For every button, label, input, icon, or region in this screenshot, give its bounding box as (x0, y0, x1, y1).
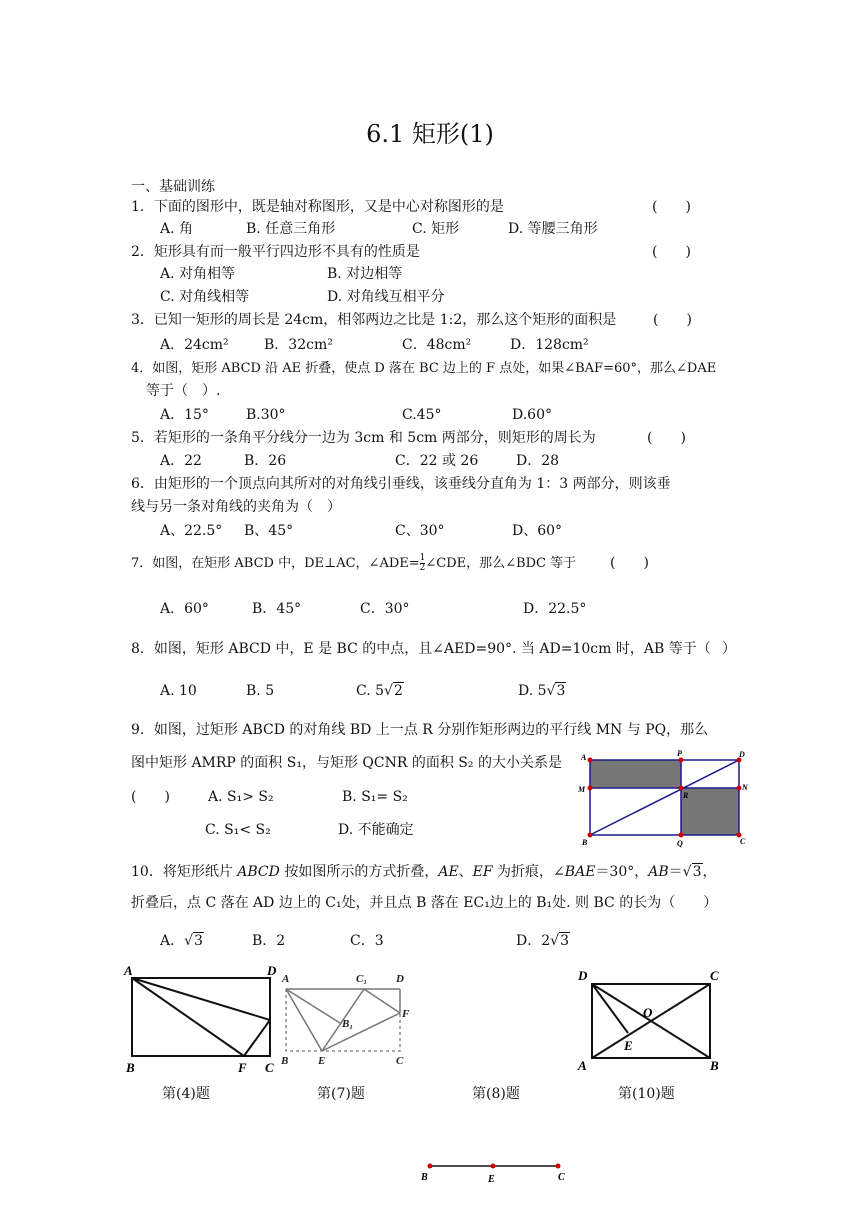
q4-option-c: C.45° (402, 407, 442, 423)
q1-option-b: B. 任意三角形 (246, 221, 336, 237)
q4-option-b: B.30° (246, 407, 286, 423)
q3-option-c: C．48cm² (402, 337, 472, 353)
fig10-figure (570, 966, 730, 1078)
q8-option-c-label: C. (356, 683, 371, 699)
q8-option-c-radical: √2 (384, 683, 403, 699)
q2-stem: 2．矩形具有而一般平行四边形不具有的性质是 (131, 244, 420, 260)
caption-q7: 第(7)题 (317, 1086, 365, 1102)
q4-option-d: D.60° (512, 407, 552, 423)
q8-option-d (518, 682, 566, 700)
q2-option-d: D. 对角线互相平分 (327, 289, 445, 305)
q9-option-b: B. S₁= S₂ (342, 789, 408, 805)
q1-option-d: D. 等腰三角形 (508, 221, 598, 237)
caption-q10: 第(10)题 (618, 1086, 675, 1102)
q7-option-d: D．22.5° (523, 601, 587, 617)
q8-option-d-radical: √3 (546, 683, 566, 699)
q8-option-c-radicand: 2 (393, 683, 403, 699)
q2-option-b: B. 对边相等 (327, 266, 403, 282)
q8-bracket-end: ） (722, 641, 736, 657)
q8-option-a: A. 10 (160, 683, 197, 699)
q4-option-a: A．15° (160, 407, 209, 423)
q9-option-d: D. 不能确定 (338, 822, 414, 838)
q2-option-c: C. 对角线相等 (160, 289, 250, 305)
fig7-line-c1f (364, 989, 400, 1013)
q8-option-d-coef: 5 (537, 683, 547, 699)
q7-stem-a: 7．如图，在矩形 ABCD 中，DE⊥AC，∠ADE= (131, 556, 420, 571)
q10-text-b: ABCD (237, 864, 280, 880)
q10-option-a-radical: √3 (184, 933, 203, 949)
q1-bracket: ( ) (652, 199, 691, 215)
q7-option-c: C．30° (360, 601, 410, 617)
fig4-label-c: C (265, 1060, 274, 1075)
fig10-line-de (592, 984, 628, 1033)
fig4-label-f: F (238, 1060, 247, 1075)
label-p: P (677, 749, 682, 758)
fig4-label-a: A (124, 963, 133, 978)
q6-stem: 6．由矩形的一个顶点向其所对的对角线引垂线，该垂线分直角为 1：3 两部分，则该垂 (131, 476, 671, 492)
fig7-label-c: C (396, 1055, 404, 1067)
q10-text-e: 、 (458, 864, 473, 880)
q10-line2: 折叠后，点 C 落在 AD 边上的 C₁处，并且点 B 落在 EC₁边上的 B₁处. 则 BC 的长为（ ） (131, 895, 718, 911)
label-q: Q (677, 839, 683, 848)
q7-option-a: A．60° (160, 601, 209, 617)
fig10-label-a: A (578, 1058, 587, 1073)
q6-option-a: A、22.5° (160, 523, 223, 539)
q7-option-b: B．45° (252, 601, 302, 617)
q6-stem-cont: 线与另一条对角线的夹角为（ ） (131, 499, 341, 515)
fig10-label-o: O (643, 1005, 653, 1020)
q8-option-d-label: D. (518, 683, 534, 699)
fig4-figure (122, 962, 282, 1078)
q7-frac-num: 1 (419, 553, 426, 563)
q8-option-b: B. 5 (246, 683, 275, 699)
q10-option-c: C．3 (350, 933, 384, 949)
fig7-label-a: A (282, 973, 290, 985)
q10-option-a (160, 932, 204, 950)
q9-line1: 9．如图，过矩形 ABCD 的对角线 BD 上一点 R 分别作矩形两边的平行线 MN 与 PQ，那么 (131, 722, 709, 738)
q6-option-b: B、45° (244, 523, 294, 539)
q5-bracket: ( ) (647, 430, 686, 446)
fig10-label-c: C (710, 968, 719, 983)
q2-option-a: A. 对角相等 (160, 266, 236, 282)
q8-option-c (356, 682, 404, 700)
fig7-label-e: E (318, 1055, 326, 1067)
fig8-fragment (418, 1156, 578, 1186)
fig4-line-ae (132, 978, 270, 1020)
fig7-line-ab1 (286, 989, 340, 1023)
q3-bracket: ( ) (653, 312, 692, 328)
fig7-figure (278, 965, 418, 1071)
q8-option-d-radicand: 3 (556, 683, 566, 699)
q5-option-c: C．22 或 26 (395, 453, 479, 469)
fig4-rect (132, 978, 270, 1056)
q10-text-c: 按如图所示的方式折叠， (279, 864, 439, 880)
q9-option-a: A. S₁> S₂ (208, 789, 274, 805)
q8-stem: 8．如图，矩形 ABCD 中，E 是 BC 的中点，且∠AED=90°. 当 AD=10cm 时，AB 等于（ (131, 641, 711, 657)
label-a: A (581, 753, 587, 762)
fig10-label-d: D (578, 968, 588, 983)
caption-q8: 第(8)题 (472, 1086, 520, 1102)
q10-line1 (131, 863, 717, 881)
q1-option-c: C. 矩形 (412, 221, 460, 237)
fig7-label-f: F (402, 1008, 410, 1020)
q6-option-c: C、30° (395, 523, 445, 539)
fig4-label-b: B (126, 1060, 135, 1075)
label-n: N (742, 783, 748, 792)
fig10-label-b: B (710, 1058, 719, 1073)
fig8-label-c: C (558, 1172, 565, 1183)
fig7-label-d: D (396, 973, 404, 985)
q5-option-b: B．26 (244, 453, 287, 469)
q7-stem (131, 554, 576, 573)
label-m: M (578, 785, 586, 794)
q10-option-d-label: D． (516, 933, 542, 949)
q10-radical: √3 (682, 864, 702, 880)
fig4-line-af (132, 978, 244, 1056)
fig8-label-b: B (421, 1172, 428, 1183)
fig10-label-e: E (624, 1038, 633, 1053)
label-r: R (683, 791, 689, 800)
q10-option-d-radical: √3 (550, 933, 569, 949)
fig8-label-e: E (488, 1174, 495, 1185)
q8-option-c-coef: 5 (375, 683, 385, 699)
q5-option-d: D．28 (516, 453, 560, 469)
q10-option-d (516, 932, 570, 950)
q10-option-a-label: A． (160, 933, 185, 949)
q10-option-a-radicand: 3 (194, 933, 203, 949)
q10-option-d-radicand: 3 (560, 933, 569, 949)
q10-text-a: 10．将矩形纸片 (131, 864, 238, 880)
q7-frac-den: 2 (419, 563, 426, 573)
q10-text-l: ， (702, 864, 717, 880)
fig7-label-b1: B₁ (342, 1018, 354, 1030)
fig7-line-ae (286, 989, 322, 1051)
label-d: D (739, 750, 745, 759)
label-c: C (740, 837, 746, 846)
q1-stem: 1．下面的图形中，既是轴对称图形，又是中心对称图形的是 (131, 199, 504, 215)
q10-radicand: 3 (692, 864, 702, 880)
label-b: B (582, 838, 588, 847)
q10-text-d: AE (438, 864, 459, 880)
q4-stem-cont: 等于（ ）. (146, 383, 221, 399)
q2-bracket: ( ) (652, 244, 691, 260)
q10-text-g: 为折痕，∠ (492, 864, 565, 880)
q10-option-d-coef: 2 (541, 933, 551, 949)
q5-stem: 5．若矩形的一条角平分线分一边为 3cm 和 5cm 两部分，则矩形的周长为 (131, 430, 596, 446)
q10-text-i: ＝30°， (595, 864, 649, 880)
q1-option-a: A. 角 (160, 221, 194, 237)
q10-text-f: EF (472, 864, 493, 880)
fig7-label-b: B (281, 1055, 289, 1067)
q3-stem: 3．已知一矩形的周长是 24cm，相邻两边之比是 1:2，那么这个矩形的面积是 (131, 312, 617, 328)
section-heading: 一、基础训练 (131, 179, 215, 195)
shaded-rect-amrp (590, 760, 681, 788)
q9-option-c: C. S₁< S₂ (205, 822, 271, 838)
q6-option-d: D、60° (512, 523, 563, 539)
q5-option-a: A．22 (160, 453, 202, 469)
q10-option-b: B．2 (252, 933, 286, 949)
fig4-label-d: D (267, 963, 277, 978)
fig7-label-c1: C₁ (356, 973, 368, 985)
caption-q4: 第(4)题 (162, 1086, 210, 1102)
q7-bracket: ( ) (610, 555, 649, 571)
q9-bracket: ( ) (131, 789, 170, 805)
q3-option-d: D．128cm² (510, 337, 589, 353)
fig4-line-fe (244, 1020, 270, 1056)
q7-stem-b: ∠CDE，那么∠BDC 等于 (425, 556, 577, 571)
q10-text-j: AB (648, 864, 669, 880)
q3-option-a: A．24cm² (160, 337, 229, 353)
q4-stem: 4．如图，矩形 ABCD 沿 AE 折叠，使点 D 落在 BC 边上的 F 点处，如果∠BAF=60°，那么∠DAE (131, 361, 717, 376)
page-title: 6.1 矩形(1) (366, 120, 494, 148)
q9-figure (578, 748, 748, 848)
shaded-rect-qcnr (681, 788, 739, 835)
q10-text-h: BAE (564, 864, 596, 880)
q3-option-b: B．32cm² (264, 337, 333, 353)
q9-line2: 图中矩形 AMRP 的面积 S₁，与矩形 QCNR 的面积 S₂ 的大小关系是 (131, 755, 562, 771)
q10-text-k: ＝ (668, 864, 683, 880)
